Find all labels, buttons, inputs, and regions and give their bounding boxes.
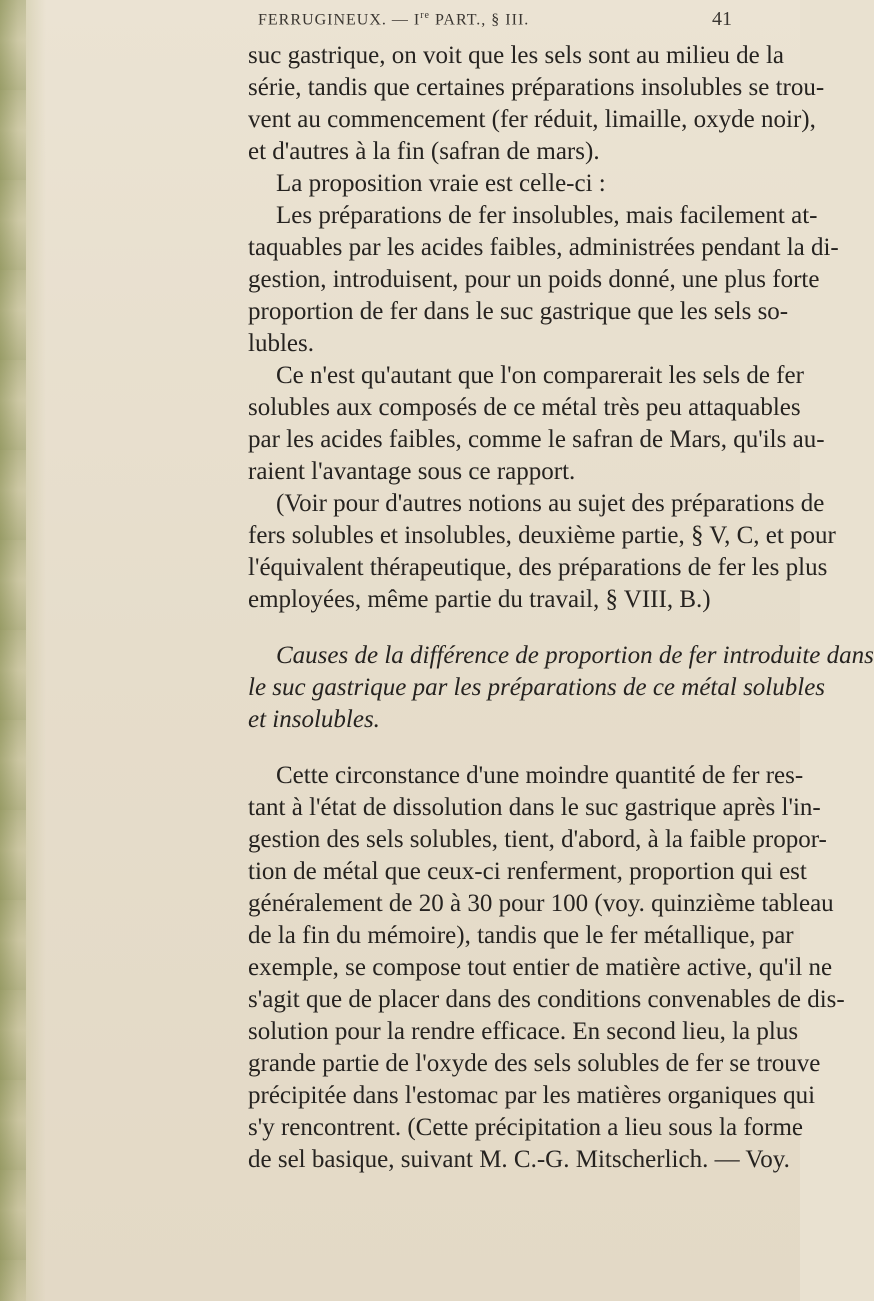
text-line: raient l'avantage sous ce rapport.: [248, 458, 576, 485]
text-line: employées, même partie du travail, § VIII, B.): [248, 586, 711, 613]
page-number: 41: [712, 8, 732, 30]
text-line: série, tandis que certaines préparations insolubles se trou-: [248, 74, 825, 101]
text-line: exemple, se compose tout entier de matière active, qu'il ne: [248, 954, 833, 981]
text-line: de la fin du mémoire), tandis que le fer métallique, par: [248, 922, 794, 949]
text-line: lubles.: [248, 330, 314, 357]
text-line: Ce n'est qu'autant que l'on comparerait les sels de fer: [276, 362, 804, 389]
text-line: solution pour la rendre efficace. En second lieu, la plus: [248, 1018, 799, 1045]
text-line: tion de métal que ceux-ci renferment, proportion qui est: [248, 858, 807, 885]
running-head-section: PART., § III.: [430, 11, 530, 29]
text-line: solubles aux composés de ce métal très peu attaquables: [248, 394, 801, 421]
text-line: de sel basique, suivant M. C.-G. Mitscherlich. — Voy.: [248, 1146, 790, 1173]
binding-stain: [0, 0, 26, 1301]
text-line: précipitée dans l'estomac par les matières organiques qui: [248, 1082, 816, 1109]
running-head: [258, 10, 529, 29]
text-line: Les préparations de fer insolubles, mais facilement at-: [276, 202, 818, 229]
text-line: fers solubles et insolubles, deuxième partie, § V, C, et pour: [248, 522, 836, 549]
running-head-superscript: re: [420, 10, 430, 21]
text-line: s'y rencontrent. (Cette précipitation a lieu sous la forme: [248, 1114, 804, 1141]
text-line: grande partie de l'oxyde des sels solubles de fer se trouve: [248, 1050, 821, 1077]
text-line: (Voir pour d'autres notions au sujet des préparations de: [276, 490, 825, 517]
text-line: La proposition vraie est celle-ci :: [276, 170, 606, 197]
text-line: proportion de fer dans le suc gastrique que les sels so-: [248, 298, 789, 325]
text-line: gestion des sels solubles, tient, d'abord, à la faible propor-: [248, 826, 827, 853]
text-line: généralement de 20 à 30 pour 100 (voy. quinzième tableau: [248, 890, 834, 917]
text-line: vent au commencement (fer réduit, limaille, oxyde noir),: [248, 106, 816, 133]
text-line: Cette circonstance d'une moindre quantité de fer res-: [276, 762, 804, 789]
text-line: gestion, introduisent, pour un poids donné, une plus forte: [248, 266, 820, 293]
section-heading-line: le suc gastrique par les préparations de ce métal solubles: [248, 674, 826, 701]
text-line: et d'autres à la fin (safran de mars).: [248, 138, 600, 165]
text-line: par les acides faibles, comme le safran de Mars, qu'ils au-: [248, 426, 825, 453]
text-line: taquables par les acides faibles, administrées pendant la di-: [248, 234, 839, 261]
text-line: tant à l'état de dissolution dans le suc gastrique après l'in-: [248, 794, 821, 821]
section-heading-line: Causes de la différence de proportion de fer introduite dans: [276, 642, 874, 669]
text-line: l'équivalent thérapeutique, des préparations de fer les plus: [248, 554, 828, 581]
section-heading-line: et insolubles.: [248, 706, 380, 733]
text-line: s'agit que de placer dans des conditions convenables de dis-: [248, 986, 845, 1013]
text-line: suc gastrique, on voit que les sels sont au milieu de la: [248, 42, 785, 69]
running-head-title: FERRUGINEUX. — I: [258, 11, 421, 29]
